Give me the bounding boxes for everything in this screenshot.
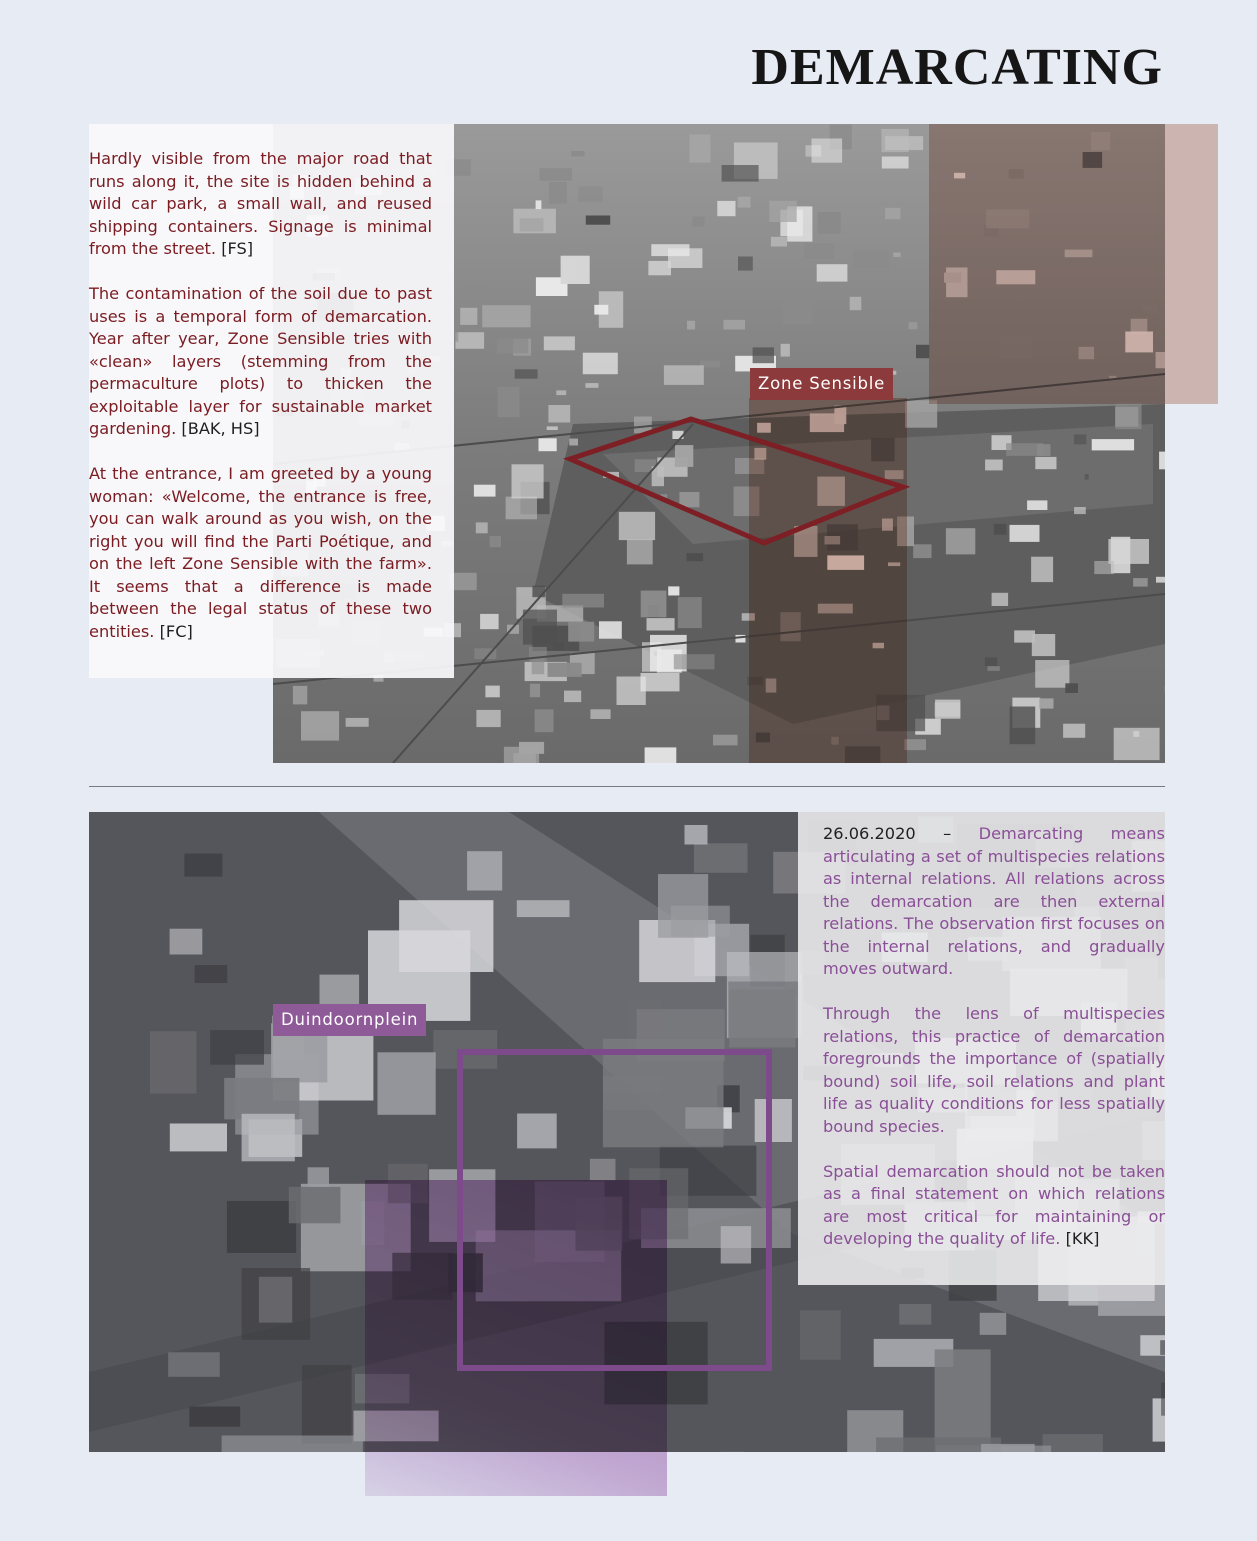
entry-date: 26.06.2020 – — [823, 824, 952, 843]
paragraph-soil-contamination: The contamination of the soil due to past uses is a temporal form of demarcation. Year after year, Zone Sensible tries with «clean» layers (stemming from the permaculture plots) to thicken the exploitable layer for sustainable market gardening. [BAK, HS] — [89, 284, 432, 438]
label-zone-sensible: Zone Sensible — [750, 368, 893, 400]
paragraph-multispecies-lens: Through the lens of multispecies relations, this practice of demarcation foregrounds the importance of (spatially bound) soil life, soil relations and plant life as quality conditions for less spatially bound species. — [823, 1004, 1165, 1136]
reference-tag: [FC] — [159, 621, 193, 641]
text-panel-section2 — [798, 812, 1165, 1285]
paragraph-site-access: Hardly visible from the major road that runs along it, the site is hidden behind a wild car park, a small wall, and reused shipping containers. Signage is minimal from the street. [FS] — [89, 149, 432, 258]
paragraph-entrance: At the entrance, I am greeted by a young woman: «Welcome, the entrance is free, you can walk around as you wish, on the right you will find the Parti Poétique, and on the left Zone Sensible with the farm». It seems that a difference is made between the legal status of these two entities. [FC] — [89, 464, 432, 641]
reference-tag: [FS] — [221, 239, 254, 258]
label-duindoornplein: Duindoornplein — [273, 1004, 426, 1036]
page-title: DEMARCATING — [751, 39, 1163, 96]
reference-tag: [KK] — [1065, 1229, 1100, 1248]
reference-tag: [BAK, HS] — [181, 419, 260, 438]
paragraph-spatial-demarcation: Spatial demarcation should not be taken as a final statement on which relations are most critical for maintaining or developing the quality of life. [KK] — [823, 1161, 1165, 1248]
paragraph-demarcating-definition: 26.06.2020 – Demarcating means articulating a set of multispecies relations as internal relations. All relations across the demarcation are then external relations. The observation first focuses on the internal relations, and gradually moves outward. — [823, 824, 1165, 978]
